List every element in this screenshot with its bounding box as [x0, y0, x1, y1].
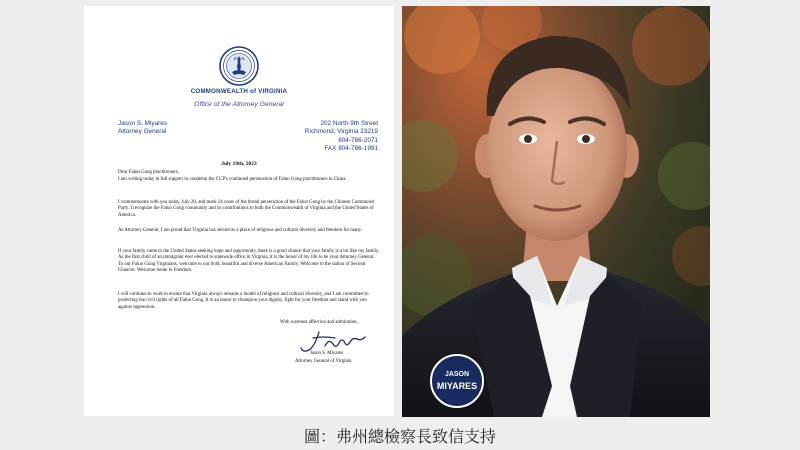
address-line-1: 202 North 9th Street: [320, 120, 378, 127]
letter-date: July 19th, 2023: [221, 161, 257, 167]
signature-title: Attorney General of Virginia: [295, 359, 352, 364]
button-text-line2: MIYARES: [436, 381, 478, 391]
letter-document: [84, 6, 394, 416]
sender-block: [118, 120, 167, 137]
figure-caption: 圖：弗州總檢察長致信支持: [303, 427, 496, 446]
signature-name: Jason S. Miyares: [310, 351, 344, 356]
button-text-line1: JASON: [444, 371, 470, 378]
portrait-illustration: [402, 6, 710, 417]
salutation: Dear Falun Gong practitioners,: [118, 170, 179, 175]
address-block: [305, 120, 378, 154]
fax-number: FAX 804-786-1991: [324, 145, 378, 153]
portrait-photo: [402, 6, 710, 417]
sender-name: Jason S. Miyares: [118, 120, 168, 127]
closing-line: With warmest affection and admiration,: [280, 320, 358, 325]
sender-title: Attorney General: [118, 128, 167, 136]
paragraph-4: If your family came to the United States seeking hope and opportunity, there is a good chance that your family is a lot like my family. As the first child of an immigrant ever elected to statewide office in Virginia, it is the honor of my life to be your Attorney General. To our Falun Gong Virginians, welcome to our bold, beautiful and diverse American Family. Welcome to the nation of Second Chances. Welcome home to Freedom.: [118, 249, 380, 273]
paragraph-2: I commemorate with you today, July 20, and mark 24 years of the brutal persecution of the Falun Gong by the Chinese Communist Party. I recognize the Falun Gong community and its contributions to both the Commonwealth of Virginia and the United States of America.: [118, 200, 375, 218]
letterhead-commonwealth: COMMONWEALTH of VIRGINIA: [190, 88, 288, 95]
address-line-2: Richmond, Virginia 23219: [304, 128, 378, 136]
phone-number: 804-786-2071: [338, 136, 378, 144]
virginia-seal-icon: [219, 46, 259, 86]
paragraph-5: I will continue to work to ensure that Virginia always remains a model of religious and cultural diversity, and I am committed to protecting the civil rights of all Falun Gong. It is an honor to champion your dignity, fight for your freedom and stand with you against oppression.: [118, 292, 369, 310]
letterhead-office: Office of the Attorney General: [194, 101, 284, 108]
paragraph-1: I am writing today in full support to condemn the CCP's continued persecution of Falun Gong practitioners in China.: [118, 177, 347, 182]
paragraph-3: As Attorney General, I am proud that Virginia has served as a place of religious and cultural diversity and freedom for many.: [118, 228, 363, 233]
